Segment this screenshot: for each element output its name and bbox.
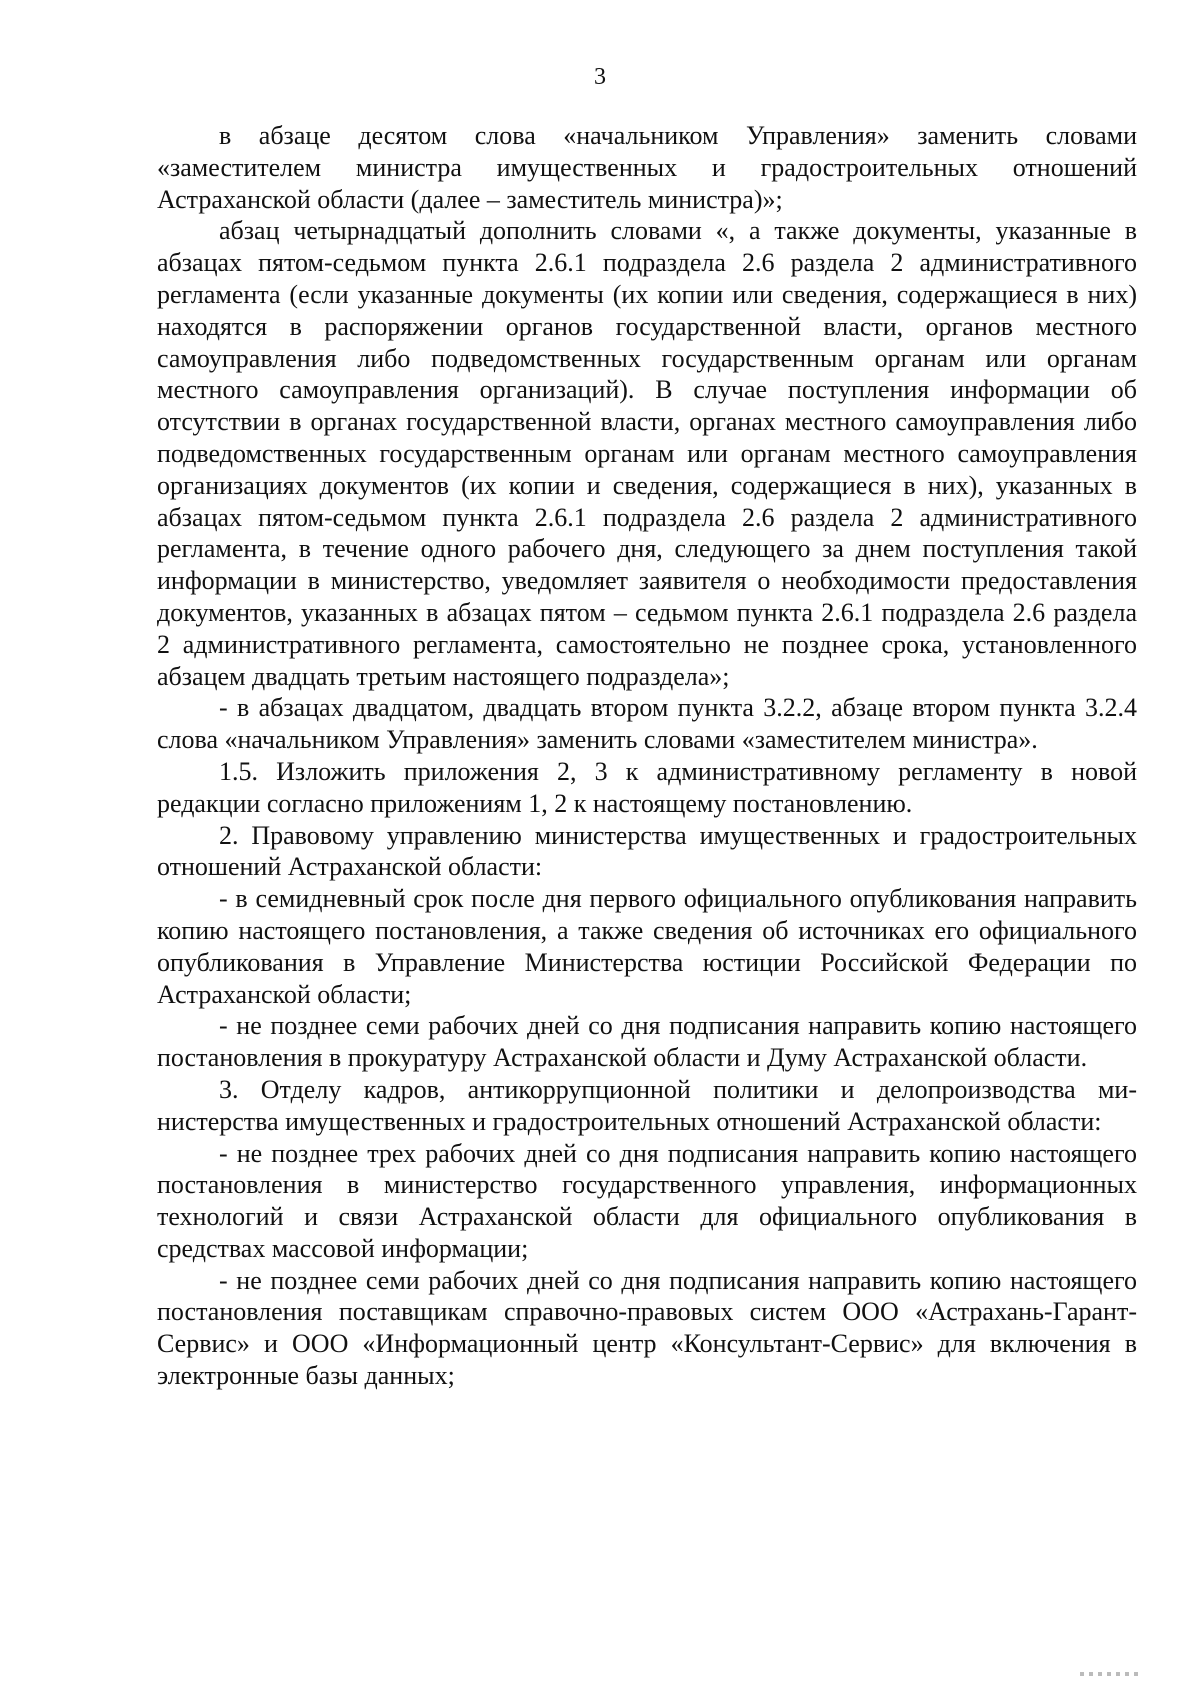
document-body (157, 120, 1137, 1392)
paragraph-4: 1.5. Изложить приложения 2, 3 к административному регламенту в новой редакции согласно приложениям 1, 2 к настоящему постановлению. (157, 756, 1137, 818)
paragraph-5: 2. Правовому управлению министерства имущественных и градостроительных отношений Астраханской области: (157, 820, 1137, 882)
paragraph-8: 3. Отделу кадров, антикоррупционной политики и делопроизводства министерства имущественных и градостроительных отношений Астраханской области: (157, 1074, 1137, 1136)
paragraph-6: - в семидневный срок после дня первого официального опубликования направить копию настоящего постановления, а также сведения об источниках его официального опубликования в Управление Министерства юстиции Российской Федерации по Астраханской области; (157, 884, 1137, 1009)
paragraph-2: абзац четырнадцатый дополнить словами «, а также документы, указанные в абзацах пятом-седьмом пункта 2.6.1 подраздела 2.6 раздела 2 административного регламента (если указанные документы (их копии или сведения, содержащиеся в них) находятся в распоряжении органов государственной власти, органов местного самоуправления либо подведомственных государственным органам или органам местного самоуправления организаций). В случае поступления информации об отсутствии в органах государственной власти, органах местного самоуправления либо подведомственных государственным органам или органам местного самоуправления организациях документов (их копии и сведения, содержащиеся в них), указанных в абзацах пятом-седьмом пункта 2.6.1 подраздела 2.6 раздела 2 административного регламента, в течение одного рабочего дня, следующего за днем поступления такой информации в министерство, уведомляет заявителя о необходимости предоставления документов, указанных в абзацах пятом – седьмом пункта 2.6.1 подраздела 2.6 раздела 2 административного регламента, самостоятельно не позднее срока, установленного абзацем двадцать третьим настоящего подраздела»; (157, 216, 1137, 691)
paragraph-7: - не позднее семи рабочих дней со дня подписания направить копию настоящего постановления в прокуратуру Астраханской области и Думу Астраханской области. (157, 1011, 1137, 1073)
paragraph-9: - не позднее трех рабочих дней со дня подписания направить копию настоящего постановления в министерство государственного управления, информационных технологий и связи Астраханской области для официального опубликования в средствах массовой информации; (157, 1138, 1137, 1263)
page-number: 3 (594, 64, 606, 90)
scan-artifact (1080, 1672, 1140, 1676)
paragraph-3: - в абзацах двадцатом, двадцать втором пункта 3.2.2, абзаце втором пункта 3.2.4 слова «начальником Управления» заменить словами «заместителем министра». (157, 693, 1137, 755)
paragraph-1: в абзаце десятом слова «начальником Управления» заменить словами «заместителем министра имущественных и градостроительных отношений Астраханской области (далее – заместитель министра)»; (157, 121, 1137, 214)
paragraph-10: - не позднее семи рабочих дней со дня подписания направить копию настоящего постановления поставщикам справочно-правовых систем ООО «Астрахань-Гарант-Сервис» и ООО «Информационный центр «Консультант-Сервис» для включения в электронные базы данных; (157, 1265, 1137, 1391)
